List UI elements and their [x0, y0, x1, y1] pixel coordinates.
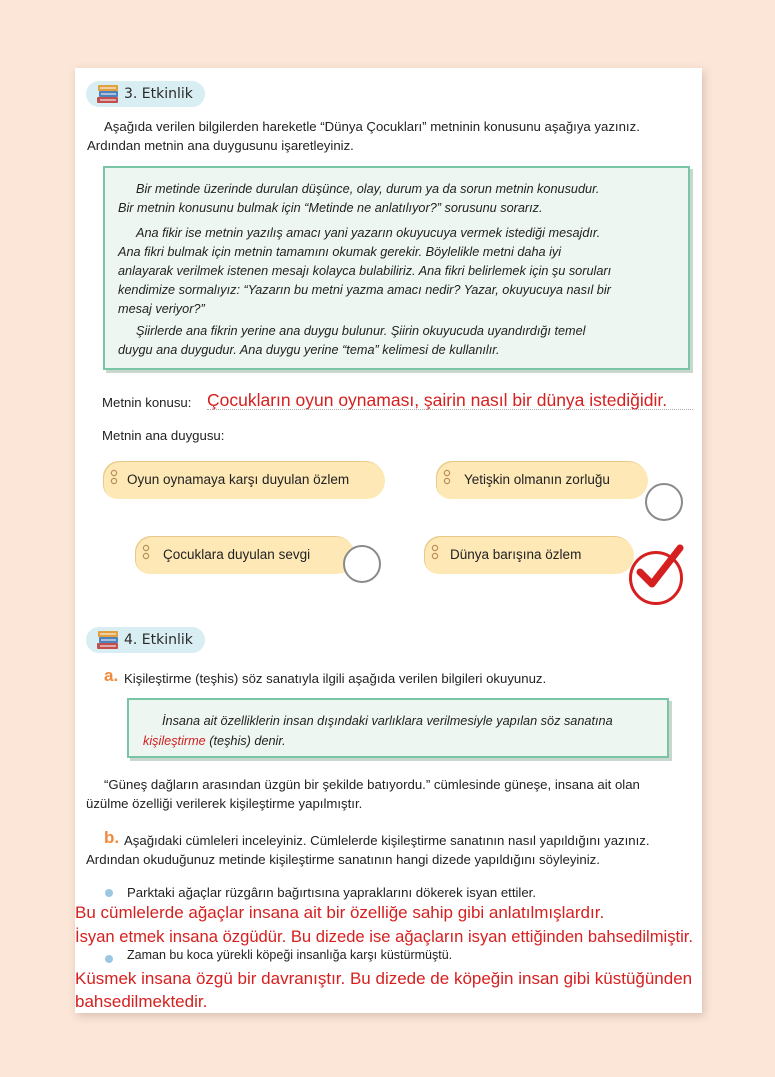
- marker-b: b.: [104, 828, 120, 847]
- answer-1-line-1[interactable]: Bu cümlelerde ağaçlar insana ait bir özelliğe sahip gibi anlatılmışlardır.: [75, 903, 605, 922]
- activity-4b-line-1: Aşağıdaki cümleleri inceleyiniz. Cümlelerde kişileştirme sanatının nasıl yapıldığını yazınız.: [124, 833, 650, 848]
- answer-2-line-2[interactable]: bahsedilmektedir.: [75, 992, 208, 1011]
- option-label: Oyun oynamaya karşı duyulan özlem: [127, 472, 350, 487]
- option-label: Dünya barışına özlem: [450, 547, 582, 562]
- info-line: kendimize sormalıyız: “Yazarın bu metni yazma amacı nedir? Yazar, okuyucuya nasıl bir: [118, 283, 611, 297]
- option-bubble[interactable]: [436, 461, 648, 499]
- option-label: Çocuklara duyulan sevgi: [163, 547, 311, 562]
- activity-3-title: 3. Etkinlik: [124, 86, 193, 102]
- option-circle[interactable]: [343, 545, 381, 583]
- activity-4-tag: [86, 627, 205, 653]
- info-line: Bir metnin konusunu bulmak için “Metinde ne anlatılıyor?” sorusunu sorarız.: [118, 201, 543, 215]
- info-line: anlayarak verilmek istenen mesajı kolayca bulabiliriz. Ana fikri belirlemek için şu soruları: [118, 264, 612, 278]
- info-line: Ana fikri bulmak için metnin tamamını okumak gerekir. Böylelikle metni daha iyi: [118, 245, 562, 259]
- activity-4-title: 4. Etkinlik: [124, 632, 193, 648]
- topic-answer[interactable]: Çocukların oyun oynaması, şairin nasıl bir dünya istediğidir.: [207, 390, 668, 410]
- marker-a: a.: [104, 666, 119, 685]
- sentence-2: Zaman bu koca yürekli köpeği insanlığa karşı küstürmüştü.: [127, 948, 453, 962]
- info-line-2: kişileştirme (teşhis) denir.: [143, 734, 286, 748]
- info-line: Bir metinde üzerinde durulan düşünce, olay, durum ya da sorun metnin konusudur.: [136, 182, 600, 196]
- info-line: mesaj veriyor?”: [118, 302, 205, 316]
- bullet-icon: [105, 955, 113, 963]
- highlight-term: kişileştirme: [143, 734, 206, 748]
- info-line: Ana fikir ise metnin yazılış amacı yani yazarın okuyucuya vermek istediği mesajdır.: [136, 226, 601, 240]
- option-label: Yetişkin olmanın zorluğu: [464, 472, 610, 487]
- activity-4a-text: Kişileştirme (teşhis) söz sanatıyla ilgili aşağıda verilen bilgileri okuyunuz.: [124, 671, 547, 686]
- option-bubble[interactable]: [103, 461, 385, 499]
- info-line: duygu ana duygudur. Ana duygu yerine “tema” kelimesi de kullanılır.: [118, 343, 500, 357]
- answer-1-line-2[interactable]: İsyan etmek insana özgüdür. Bu dizede ise ağaçların isyan ettiğinden bahsedilmiştir.: [75, 927, 694, 946]
- option-circle[interactable]: [645, 483, 683, 521]
- answer-line: [207, 409, 693, 410]
- books-icon: [96, 629, 120, 651]
- checkmark-icon: [630, 542, 686, 598]
- activity-4b-line-2: Ardından okuduğunuz metinde kişileştirme sanatının hangi dizede yapıldığını söyleyiniz.: [86, 852, 600, 867]
- example-line-2: üzülme özelliği verilerek kişileştirme yapılmıştır.: [86, 796, 363, 811]
- books-icon: [96, 83, 120, 105]
- activity-3-intro-2: Ardından metnin ana duygusunu işaretleyiniz.: [87, 138, 354, 153]
- sentence-1: Parktaki ağaçlar rüzgârın bağırtısına yapraklarını dökerek isyan ettiler.: [127, 885, 537, 900]
- note-holes-icon: [431, 544, 439, 566]
- option-bubble[interactable]: [135, 536, 355, 574]
- personification-info-box: [127, 698, 669, 758]
- bullet-icon: [105, 889, 113, 897]
- note-holes-icon: [443, 469, 451, 491]
- info-line: Şiirlerde ana fikrin yerine ana duygu bulunur. Şiirin okuyucuda uyandırdığı temel: [136, 324, 586, 338]
- answer-2-line-1[interactable]: Küsmek insana özgü bir davranıştır. Bu dizede de köpeğin insan gibi küstüğünden: [75, 969, 693, 988]
- example-line-1: “Güneş dağların arasından üzgün bir şekilde batıyordu.” cümlesinde güneşe, insana ait olan: [104, 777, 640, 792]
- emotion-label: Metnin ana duygusu:: [102, 428, 225, 443]
- topic-label: Metnin konusu:: [102, 395, 192, 410]
- option-bubble[interactable]: [424, 536, 634, 574]
- activity-3-tag: [86, 81, 205, 107]
- note-holes-icon: [110, 469, 118, 491]
- topic-info-box: [103, 166, 690, 370]
- note-holes-icon: [142, 544, 150, 566]
- info-line: İnsana ait özelliklerin insan dışındaki varlıklara verilmesiyle yapılan söz sanatına: [162, 714, 613, 728]
- activity-3-intro-1: Aşağıda verilen bilgilerden hareketle “Dünya Çocukları” metninin konusunu aşağıya yazınız.: [104, 119, 640, 134]
